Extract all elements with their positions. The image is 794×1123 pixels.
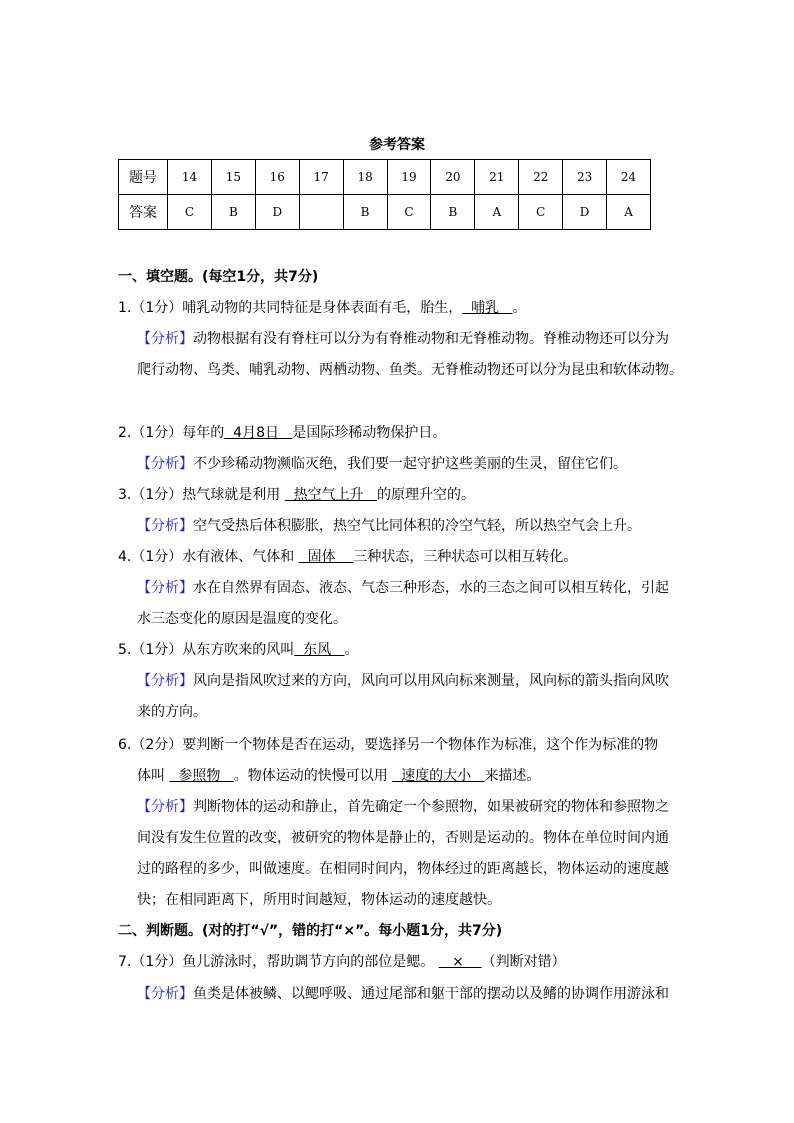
- answer-blank: 热空气上升: [284, 487, 377, 503]
- answer-cell: B: [211, 195, 255, 230]
- question-6: 6.（2分）要判断一个物体是否在运动，要选择另一个物体作为标准，这个作为标准的物: [118, 737, 659, 753]
- answer-blank: 固体: [298, 549, 354, 565]
- answer-cell: B: [343, 195, 387, 230]
- header-label: 题号: [119, 160, 168, 195]
- question-number-cell: 15: [211, 160, 255, 195]
- analysis-5: [137, 672, 669, 690]
- question-text: （判断对错）: [481, 954, 566, 970]
- question-2: [118, 424, 446, 442]
- question-text: 。: [512, 300, 527, 316]
- answer-label: 答案: [119, 195, 168, 230]
- question-number-cell: 20: [431, 160, 475, 195]
- answer-blank: 4月8日: [224, 425, 293, 441]
- analysis-7: [137, 985, 669, 1003]
- question-text: 。: [344, 642, 359, 658]
- analysis-text: 水三态变化的原因是温度的变化。: [137, 611, 347, 627]
- page-title: 参考答案: [369, 137, 425, 153]
- table-row-numbers: [119, 160, 651, 195]
- analysis-2: [137, 455, 627, 473]
- analysis-text: 不少珍稀动物濒临灭绝，我们要一起守护这些美丽的生灵，留住它们。: [193, 456, 627, 472]
- question-number-cell: 21: [475, 160, 519, 195]
- answer-cell: C: [168, 195, 212, 230]
- answer-blank: ×: [438, 954, 482, 970]
- question-3: [118, 486, 475, 504]
- answer-cell: C: [519, 195, 563, 230]
- question-number-cell: 17: [299, 160, 343, 195]
- question-text: 。物体运动的快慢可以用: [233, 768, 393, 784]
- answer-cell: C: [387, 195, 431, 230]
- answer-cell: D: [563, 195, 607, 230]
- section1-heading: 一、填空题。(每空1分，共7分): [118, 269, 319, 285]
- analysis-tag: 【分析】: [137, 799, 193, 815]
- answer-blank: 哺乳: [462, 300, 513, 316]
- question-text: 体叫: [137, 768, 170, 784]
- analysis-tag: 【分析】: [137, 518, 193, 534]
- table-row-answers: [119, 195, 651, 230]
- question-1: [118, 299, 527, 317]
- analysis-3: [137, 517, 641, 535]
- analysis-text: 动物根据有没有脊柱可以分为有脊椎动物和无脊椎动物。脊椎动物还可以分为: [193, 331, 669, 347]
- analysis-tag: 【分析】: [137, 673, 193, 689]
- question-number-cell: 14: [168, 160, 212, 195]
- analysis-text: 来的方向。: [137, 704, 207, 720]
- question-text: 来描述。: [484, 768, 541, 784]
- analysis-tag: 【分析】: [137, 456, 193, 472]
- analysis-text: 水在自然界有固态、液态、气态三种形态，水的三态之间可以相互转化，引起: [193, 580, 669, 596]
- question-number-cell: 23: [563, 160, 607, 195]
- analysis-text: 判断物体的运动和静止，首先确定一个参照物，如果被研究的物体和参照物之: [193, 799, 669, 815]
- question-text: 是国际珍稀动物保护日。: [292, 425, 447, 441]
- answer-cell: A: [607, 195, 651, 230]
- question-text: 7.（1分）鱼儿游泳时，帮助调节方向的部位是鳃。: [118, 954, 439, 970]
- question-number-cell: 24: [607, 160, 651, 195]
- analysis-text: 爬行动物、鸟类、哺乳动物、两栖动物、鱼类。无脊椎动物还可以分为昆虫和软体动物。: [137, 362, 683, 378]
- analysis-text: 鱼类是体被鳞、以鳃呼吸、通过尾部和躯干部的摆动以及鳍的协调作用游泳和: [193, 986, 669, 1002]
- answer-cell: A: [475, 195, 519, 230]
- analysis-6: [137, 798, 669, 816]
- answer-blank: 东风: [294, 642, 345, 658]
- analysis-text: 过的路程的多少，叫做速度。在相同时间内，物体经过的距离越长，物体运动的速度越: [137, 861, 669, 877]
- question-text: 3.（1分）热气球就是利用: [118, 487, 285, 503]
- analysis-text: 风向是指风吹过来的方向，风向可以用风向标来测量，风向标的箭头指向风吹: [193, 673, 669, 689]
- answer-blank: 参照物: [169, 768, 234, 784]
- analysis-tag: 【分析】: [137, 331, 193, 347]
- analysis-1: [137, 330, 669, 348]
- section2-heading: 二、判断题。(对的打“√”，错的打“×”。每小题1分，共7分): [118, 923, 503, 939]
- analysis-tag: 【分析】: [137, 580, 193, 596]
- question-5: [118, 641, 359, 659]
- analysis-text: 间没有发生位置的改变，被研究的物体是静止的，否则是运动的。物体在单位时间内通: [137, 830, 669, 846]
- question-text: 4.（1分）水有液体、气体和: [118, 549, 299, 565]
- question-number-cell: 22: [519, 160, 563, 195]
- analysis-tag: 【分析】: [137, 986, 193, 1002]
- analysis-text: 空气受热后体积膨胀，热空气比同体积的冷空气轻，所以热空气会上升。: [193, 518, 641, 534]
- answer-blank: 速度的大小: [392, 768, 485, 784]
- answer-cell: D: [255, 195, 299, 230]
- question-number-cell: 16: [255, 160, 299, 195]
- question-7: [118, 953, 566, 971]
- answer-cell: [299, 195, 343, 230]
- question-text: 2.（1分）每年的: [118, 425, 225, 441]
- question-text: 1.（1分）哺乳动物的共同特征是身体表面有毛，胎生，: [118, 300, 463, 316]
- question-6-line2: [137, 767, 540, 785]
- question-4: [118, 548, 577, 566]
- answer-table: [118, 159, 651, 230]
- answer-cell: B: [431, 195, 475, 230]
- question-number-cell: 18: [343, 160, 387, 195]
- analysis-4: [137, 579, 669, 597]
- question-text: 5.（1分）从东方吹来的风叫: [118, 642, 295, 658]
- analysis-text: 快；在相同距离下，所用时间越短，物体运动的速度越快。: [137, 892, 501, 908]
- question-number-cell: 19: [387, 160, 431, 195]
- question-text: 的原理升空的。: [376, 487, 475, 503]
- question-text: 三种状态，三种状态可以相互转化。: [353, 549, 578, 565]
